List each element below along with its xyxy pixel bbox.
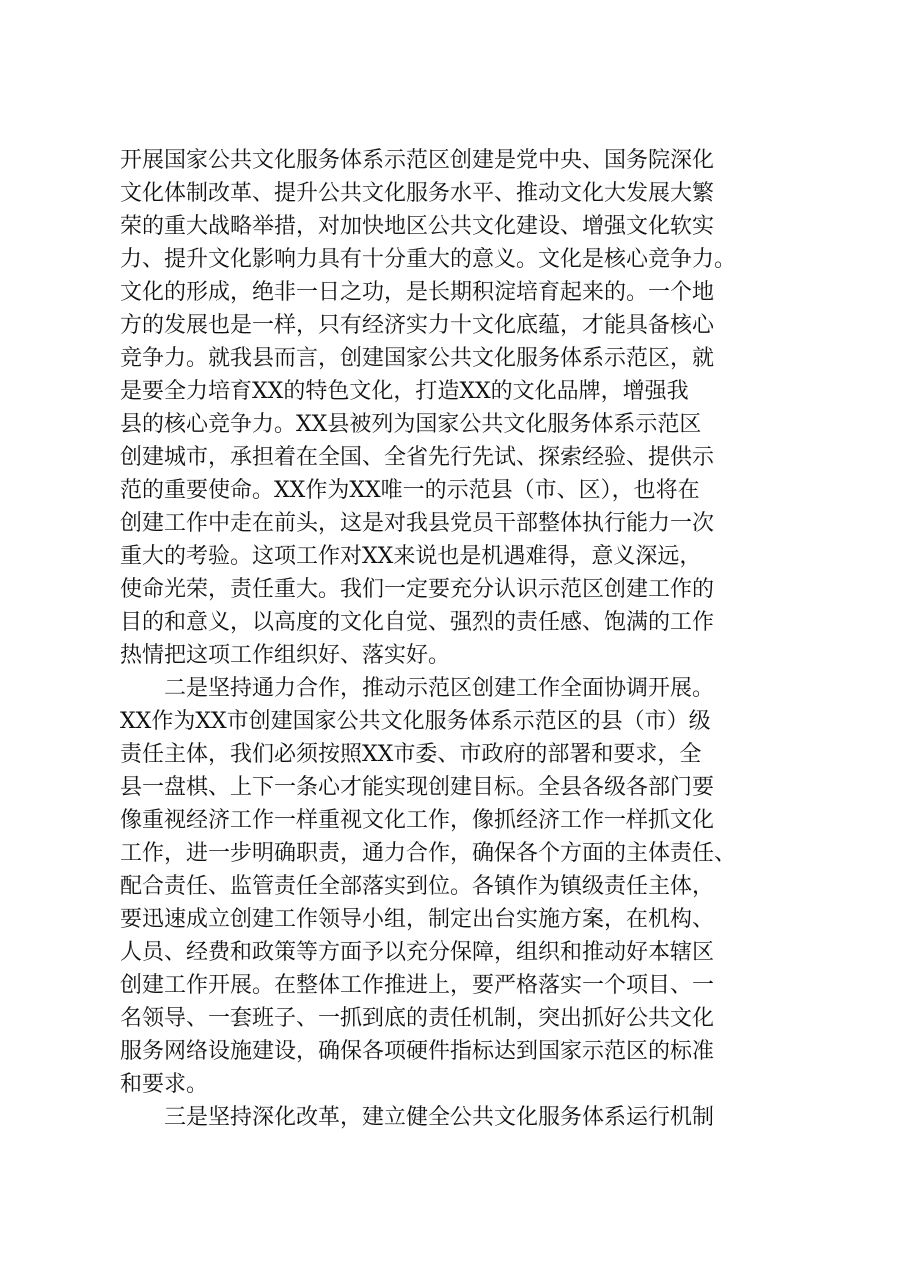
- text-line: 文化体制改革、提升公共文化服务水平、推动文化大发展大繁: [120, 181, 715, 206]
- text-line: 荣的重大战略举措，对加快地区公共文化建设、增强文化软实: [120, 214, 715, 239]
- text-line: 人员、经费和政策等方面予以充分保障，组织和推动好本辖区: [120, 940, 715, 965]
- text-line: 责任主体，我们必须按照XX市委、市政府的部署和要求，全: [120, 742, 702, 767]
- text-line: 目的和意义，以高度的文化自觉、强烈的责任感、饱满的工作: [120, 610, 715, 635]
- text-line: XX作为XX市创建国家公共文化服务体系示范区的县（市）级: [120, 709, 711, 734]
- text-line: 配合责任、监管责任全部落实到位。各镇作为镇级责任主体，: [120, 874, 715, 899]
- text-line: 服务网络设施建设，确保各项硬件指标达到国家示范区的标准: [120, 1039, 715, 1064]
- text-line: 文化的形成，绝非一日之功，是长期积淀培育起来的。一个地: [120, 280, 715, 305]
- text-line: 热情把这项工作组织好、落实好。: [120, 643, 451, 668]
- text-line: 三是坚持深化改革，建立健全公共文化服务体系运行机制: [164, 1105, 715, 1130]
- text-line: 范的重要使命。XX作为XX唯一的示范县（市、区），也将在: [120, 478, 700, 503]
- text-line: 创建工作开展。在整体工作推进上，要严格落实一个项目、一: [120, 973, 715, 998]
- text-line: 和要求。: [120, 1072, 209, 1097]
- text-line: 是要全力培育XX的特色文化，打造XX的文化品牌，增强我: [120, 379, 689, 404]
- text-line: 方的发展也是一样，只有经济实力十文化底蕴，才能具备核心: [120, 313, 715, 338]
- paragraph-point-two: [120, 672, 800, 1101]
- text-line: 创建城市，承担着在全国、全省先行先试、探索经验、提供示: [120, 445, 715, 470]
- paragraph-point-three: [120, 1101, 800, 1134]
- text-line: 力、提升文化影响力具有十分重大的意义。文化是核心竞争力。: [120, 247, 737, 272]
- text-line: 开展国家公共文化服务体系示范区创建是党中央、国务院深化: [120, 148, 715, 173]
- text-line: 竞争力。就我县而言，创建国家公共文化服务体系示范区，就: [120, 346, 715, 371]
- text-line: 要迅速成立创建工作领导小组，制定出台实施方案，在机构、: [120, 907, 715, 932]
- document-body: [120, 144, 800, 1134]
- text-line: 县一盘棋、上下一条心才能实现创建目标。全县各级各部门要: [120, 775, 715, 800]
- text-line: 名领导、一套班子、一抓到底的责任机制，突出抓好公共文化: [120, 1006, 715, 1031]
- text-line: 二是坚持通力合作，推动示范区创建工作全面协调开展。: [164, 676, 715, 701]
- text-line: 县的核心竞争力。XX县被列为国家公共文化服务体系示范区: [120, 412, 702, 437]
- text-line: 创建工作中走在前头，这是对我县党员干部整体执行能力一次: [120, 511, 715, 536]
- text-line: 重大的考验。这项工作对XX来说也是机遇难得，意义深远，: [120, 544, 702, 569]
- text-line: 工作，进一步明确职责，通力合作，确保各个方面的主体责任、: [120, 841, 737, 866]
- paragraph-significance: [120, 144, 800, 672]
- text-line: 像重视经济工作一样重视文化工作，像抓经济工作一样抓文化: [120, 808, 715, 833]
- text-line: 使命光荣，责任重大。我们一定要充分认识示范区创建工作的: [120, 577, 715, 602]
